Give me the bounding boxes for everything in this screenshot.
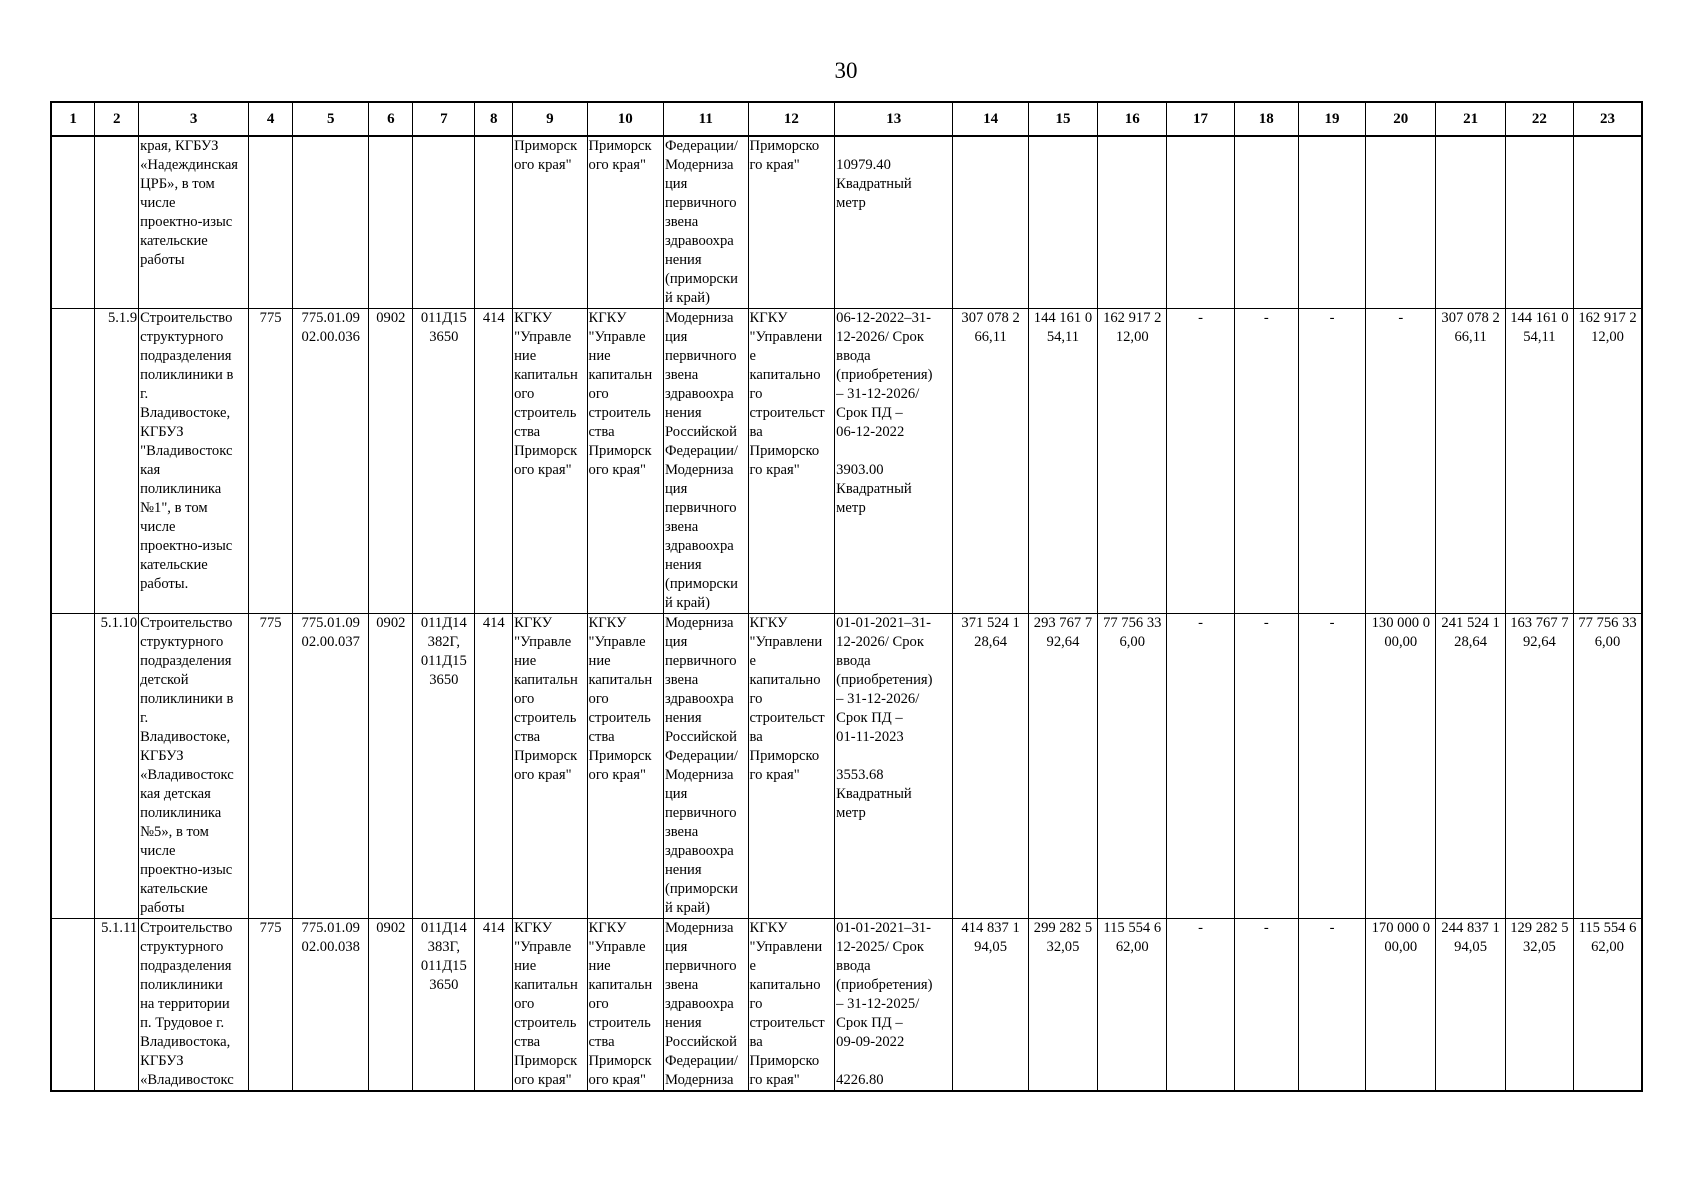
table-cell bbox=[51, 136, 95, 309]
table-cell: - bbox=[1167, 309, 1234, 614]
table-cell bbox=[953, 136, 1028, 309]
table-cell: 775.01.09 02.00.036 bbox=[293, 309, 369, 614]
table-cell bbox=[1298, 136, 1365, 309]
table-cell: 144 161 0 54,11 bbox=[1505, 309, 1573, 614]
table-cell: 77 756 33 6,00 bbox=[1574, 614, 1642, 919]
table-cell bbox=[293, 136, 369, 309]
column-header: 1 bbox=[51, 102, 95, 136]
column-header: 12 bbox=[748, 102, 835, 136]
table-cell bbox=[95, 136, 139, 309]
column-header: 14 bbox=[953, 102, 1028, 136]
table-cell: КГКУ "Управле ние капитальн ого строитель ства Приморск ого края" bbox=[513, 309, 587, 614]
table-cell: Строительство структурного подразделения поликлиники в г. Владивостоке, КГБУЗ "Владивостокс кая поликлиника №1", в том числе проектно-изыс кательские работы. bbox=[139, 309, 249, 614]
table-cell: Модерниза ция первичного звена здравоохра нения Российской Федерации/ Модерниза ция первичного звена здравоохра нения (приморски й край) bbox=[663, 614, 748, 919]
column-header: 4 bbox=[249, 102, 293, 136]
column-header: 23 bbox=[1574, 102, 1642, 136]
table-cell: 5.1.9 bbox=[95, 309, 139, 614]
table-cell: КГКУ "Управле ние капитальн ого строитель ства Приморск ого края" bbox=[587, 614, 663, 919]
column-header: 16 bbox=[1098, 102, 1167, 136]
table-cell bbox=[413, 136, 475, 309]
table-cell: Модерниза ция первичного звена здравоохра нения Российской Федерации/ Модерниза bbox=[663, 919, 748, 1092]
table-cell: 0902 bbox=[369, 614, 413, 919]
table-cell: 775.01.09 02.00.037 bbox=[293, 614, 369, 919]
column-header: 11 bbox=[663, 102, 748, 136]
table-cell: - bbox=[1167, 614, 1234, 919]
table-cell: - bbox=[1234, 919, 1298, 1092]
table-cell: 5.1.11 bbox=[95, 919, 139, 1092]
table-cell: 241 524 1 28,64 bbox=[1436, 614, 1505, 919]
column-header: 5 bbox=[293, 102, 369, 136]
table-cell: Приморск ого края" bbox=[587, 136, 663, 309]
column-header: 21 bbox=[1436, 102, 1505, 136]
table-cell: 0902 bbox=[369, 919, 413, 1092]
table-cell: 5.1.10 bbox=[95, 614, 139, 919]
table-cell: 011Д15 3650 bbox=[413, 309, 475, 614]
budget-table bbox=[50, 101, 1643, 1092]
table-cell: - bbox=[1234, 614, 1298, 919]
table-cell bbox=[1366, 136, 1436, 309]
table-cell: 77 756 33 6,00 bbox=[1098, 614, 1167, 919]
table-cell bbox=[1234, 136, 1298, 309]
table-cell: 163 767 7 92,64 bbox=[1505, 614, 1573, 919]
table-cell: 293 767 7 92,64 bbox=[1028, 614, 1097, 919]
table-cell: 115 554 6 62,00 bbox=[1098, 919, 1167, 1092]
table-cell: - bbox=[1298, 614, 1365, 919]
table-cell: 162 917 2 12,00 bbox=[1098, 309, 1167, 614]
table-cell bbox=[1436, 136, 1505, 309]
table-cell: КГКУ "Управлени е капитально го строительст ва Приморско го края" bbox=[748, 309, 835, 614]
column-header: 13 bbox=[835, 102, 953, 136]
table-cell: - bbox=[1234, 309, 1298, 614]
table-cell: 307 078 2 66,11 bbox=[953, 309, 1028, 614]
table-cell bbox=[1098, 136, 1167, 309]
table-cell bbox=[1028, 136, 1097, 309]
table-cell bbox=[475, 136, 513, 309]
column-header: 18 bbox=[1234, 102, 1298, 136]
column-header: 8 bbox=[475, 102, 513, 136]
table-row bbox=[51, 309, 1642, 614]
column-header: 6 bbox=[369, 102, 413, 136]
table-cell bbox=[1167, 136, 1234, 309]
table-cell: Модерниза ция первичного звена здравоохра нения Российской Федерации/ Модерниза ция первичного звена здравоохра нения (приморски й край) bbox=[663, 309, 748, 614]
table-cell: края, КГБУЗ «Надеждинская ЦРБ», в том числе проектно-изыс кательские работы bbox=[139, 136, 249, 309]
table-cell: 244 837 1 94,05 bbox=[1436, 919, 1505, 1092]
table-row bbox=[51, 136, 1642, 309]
table-cell bbox=[51, 309, 95, 614]
table-cell: 414 837 1 94,05 bbox=[953, 919, 1028, 1092]
table-cell: 414 bbox=[475, 614, 513, 919]
table-cell: 775 bbox=[249, 614, 293, 919]
table-cell: Приморск ого края" bbox=[513, 136, 587, 309]
table-cell: Строительство структурного подразделения детской поликлиники в г. Владивостоке, КГБУЗ «Владивостокс кая детская поликлиника №5», в том числе проектно-изыс кательские работы bbox=[139, 614, 249, 919]
table-cell: 307 078 2 66,11 bbox=[1436, 309, 1505, 614]
column-header: 17 bbox=[1167, 102, 1234, 136]
table-cell: 01-01-2021–31- 12-2026/ Срок ввода (приобретения) – 31-12-2026/ Срок ПД – 01-11-2023 3553.68 Квадратный метр bbox=[835, 614, 953, 919]
table-cell: - bbox=[1298, 309, 1365, 614]
table-cell bbox=[1574, 136, 1642, 309]
column-header: 9 bbox=[513, 102, 587, 136]
table-cell: - bbox=[1167, 919, 1234, 1092]
table-cell: 414 bbox=[475, 309, 513, 614]
table-cell: 775 bbox=[249, 919, 293, 1092]
column-header: 15 bbox=[1028, 102, 1097, 136]
column-header: 19 bbox=[1298, 102, 1365, 136]
table-cell: 0902 bbox=[369, 309, 413, 614]
table-cell: 01-01-2021–31- 12-2025/ Срок ввода (приобретения) – 31-12-2025/ Срок ПД – 09-09-2022 4226.80 bbox=[835, 919, 953, 1092]
table-cell: 10979.40 Квадратный метр bbox=[835, 136, 953, 309]
column-header: 22 bbox=[1505, 102, 1573, 136]
table-cell bbox=[249, 136, 293, 309]
table-cell: - bbox=[1298, 919, 1365, 1092]
page-number: 30 bbox=[834, 58, 858, 83]
column-header: 2 bbox=[95, 102, 139, 136]
table-cell: КГКУ "Управлени е капитально го строительст ва Приморско го края" bbox=[748, 614, 835, 919]
table-cell: КГКУ "Управле ние капитальн ого строитель ства Приморск ого края" bbox=[513, 614, 587, 919]
table-row bbox=[51, 614, 1642, 919]
column-header: 20 bbox=[1366, 102, 1436, 136]
table-cell: 299 282 5 32,05 bbox=[1028, 919, 1097, 1092]
table-cell: Строительство структурного подразделения поликлиники на территории п. Трудовое г. Владивостока, КГБУЗ «Владивостокс bbox=[139, 919, 249, 1092]
table-cell: 162 917 2 12,00 bbox=[1574, 309, 1642, 614]
table-cell bbox=[369, 136, 413, 309]
table-cell: 144 161 0 54,11 bbox=[1028, 309, 1097, 614]
table-cell bbox=[51, 614, 95, 919]
table-cell: 115 554 6 62,00 bbox=[1574, 919, 1642, 1092]
table-cell: - bbox=[1366, 309, 1436, 614]
table-cell: КГКУ "Управлени е капитально го строительст ва Приморско го края" bbox=[748, 919, 835, 1092]
table-cell: КГКУ "Управле ние капитальн ого строитель ства Приморск ого края" bbox=[587, 919, 663, 1092]
table-cell: 130 000 0 00,00 bbox=[1366, 614, 1436, 919]
table-cell: 170 000 0 00,00 bbox=[1366, 919, 1436, 1092]
table-cell: 011Д14 383Г, 011Д15 3650 bbox=[413, 919, 475, 1092]
column-header: 7 bbox=[413, 102, 475, 136]
table-cell: 06-12-2022–31- 12-2026/ Срок ввода (приобретения) – 31-12-2026/ Срок ПД – 06-12-2022 3903.00 Квадратный метр bbox=[835, 309, 953, 614]
column-header: 10 bbox=[587, 102, 663, 136]
table-cell bbox=[1505, 136, 1573, 309]
table-row bbox=[51, 919, 1642, 1092]
table-cell: КГКУ "Управле ние капитальн ого строитель ства Приморск ого края" bbox=[513, 919, 587, 1092]
table-cell: 129 282 5 32,05 bbox=[1505, 919, 1573, 1092]
table-cell: Федерации/ Модерниза ция первичного звена здравоохра нения (приморски й край) bbox=[663, 136, 748, 309]
table-cell: Приморско го края" bbox=[748, 136, 835, 309]
table-cell: 414 bbox=[475, 919, 513, 1092]
table-cell bbox=[51, 919, 95, 1092]
table-cell: 775 bbox=[249, 309, 293, 614]
table-cell: КГКУ "Управле ние капитальн ого строитель ства Приморск ого края" bbox=[587, 309, 663, 614]
column-header: 3 bbox=[139, 102, 249, 136]
table-cell: 775.01.09 02.00.038 bbox=[293, 919, 369, 1092]
table-cell: 371 524 1 28,64 bbox=[953, 614, 1028, 919]
table-cell: 011Д14 382Г, 011Д15 3650 bbox=[413, 614, 475, 919]
header-row bbox=[51, 102, 1642, 136]
